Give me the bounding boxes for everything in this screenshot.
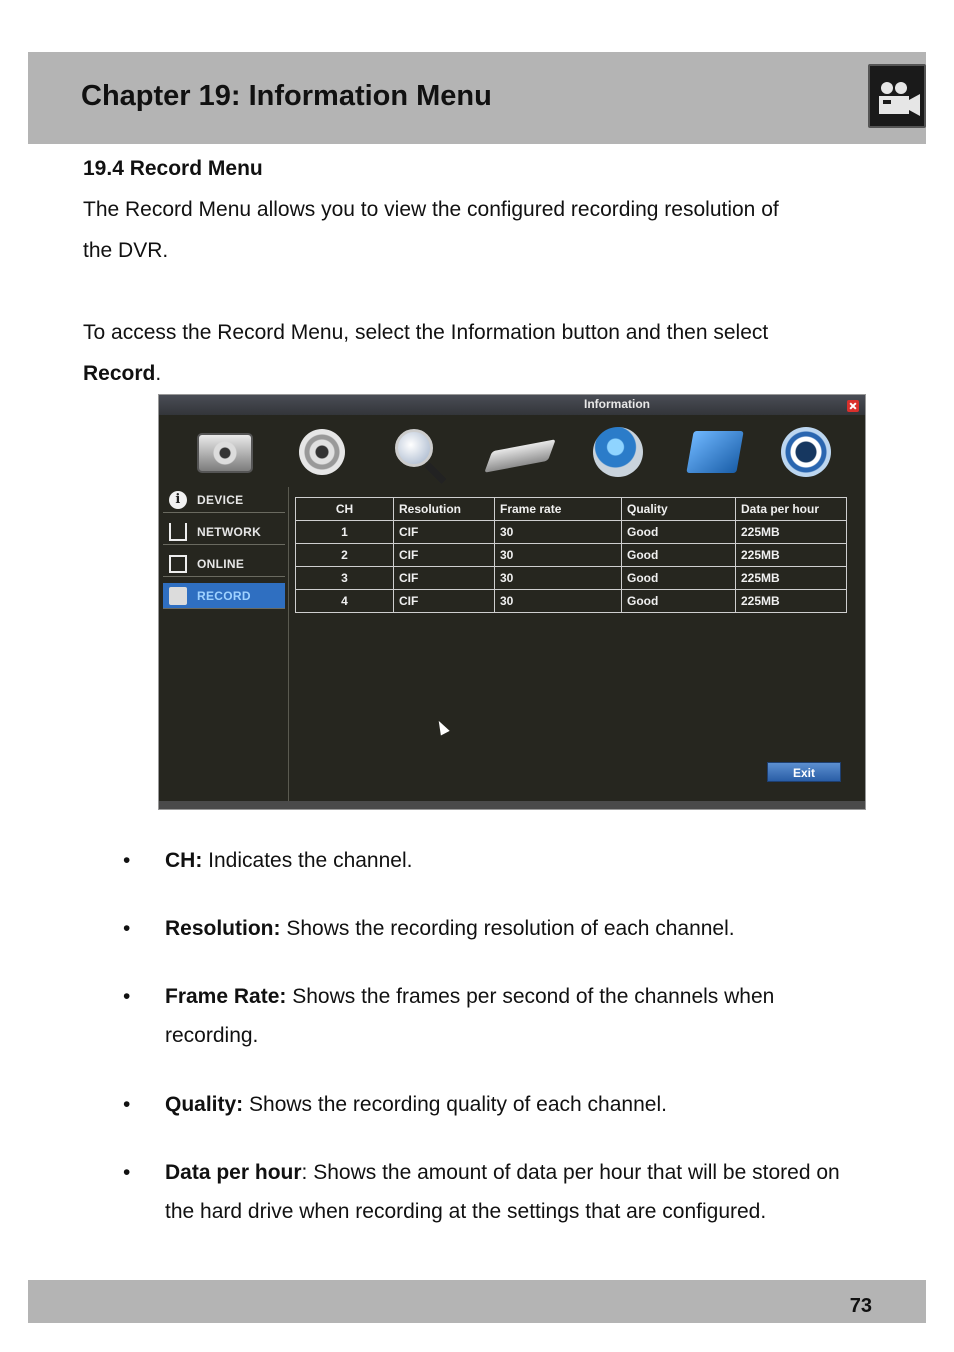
column-header-ch: CH	[296, 498, 394, 521]
table-row	[296, 567, 847, 590]
dvr-bottom-bar	[159, 801, 865, 810]
mouse-cursor-icon	[434, 718, 449, 735]
access-bold-record: Record	[83, 362, 156, 385]
bullet-term: Quality:	[165, 1093, 244, 1116]
column-header-quality: Quality	[622, 498, 736, 521]
page-number: 73	[849, 1295, 872, 1317]
sidebar-item-label: DEVICE	[197, 492, 244, 507]
bullet-term: Resolution:	[165, 917, 281, 940]
dvr-sidebar	[159, 487, 289, 810]
bullet-icon: •	[123, 849, 131, 872]
access-line-1: To access the Record Menu, select the Information button and then select	[83, 321, 769, 344]
cell-quality: Good	[622, 544, 736, 567]
bullet-desc: : Shows the amount of data per hour that will be stored on the hard drive when recording at the settings that are configured.	[165, 1161, 840, 1223]
column-header-data-per-hour: Data per hour	[736, 498, 847, 521]
exit-button[interactable]: Exit	[767, 762, 841, 782]
sidebar-item-record[interactable]	[163, 583, 285, 609]
cell-resolution: CIF	[394, 590, 495, 613]
sidebar-item-device[interactable]	[163, 487, 285, 513]
table-row	[296, 544, 847, 567]
cell-frame-rate: 30	[495, 521, 622, 544]
chapter-title: Chapter 19: Information Menu	[81, 80, 492, 112]
sidebar-item-online[interactable]	[163, 551, 285, 577]
bullet-desc: Shows the frames per second of the channels when recording.	[165, 985, 775, 1047]
cell-ch: 1	[296, 521, 394, 544]
cell-frame-rate: 30	[495, 544, 622, 567]
table-header-row	[296, 498, 847, 521]
cell-data-per-hour: 225MB	[736, 567, 847, 590]
cell-quality: Good	[622, 521, 736, 544]
cell-ch: 4	[296, 590, 394, 613]
record-icon	[169, 587, 187, 605]
table-row	[296, 590, 847, 613]
bullet-desc: Shows the recording resolution of each channel.	[280, 917, 735, 940]
bullet-term: Frame Rate:	[165, 985, 287, 1008]
network-icon	[169, 523, 187, 541]
cell-resolution: CIF	[394, 544, 495, 567]
access-tail: .	[155, 362, 162, 385]
gear-icon[interactable]	[291, 423, 351, 481]
dvr-window-title: Information	[584, 397, 650, 411]
dvr-titlebar	[159, 395, 865, 415]
cell-data-per-hour: 225MB	[736, 521, 847, 544]
sidebar-item-network[interactable]	[163, 519, 285, 545]
cell-resolution: CIF	[394, 521, 495, 544]
dvr-toolbar	[159, 415, 865, 485]
cell-frame-rate: 30	[495, 567, 622, 590]
cell-resolution: CIF	[394, 567, 495, 590]
column-header-resolution: Resolution	[394, 498, 495, 521]
page-footer	[28, 1280, 926, 1323]
bullet-desc: Indicates the channel.	[202, 849, 413, 872]
bullet-icon: •	[123, 1093, 131, 1116]
video-camera-icon	[868, 64, 926, 128]
bullet-icon: •	[123, 985, 131, 1008]
bullet-desc: Shows the recording quality of each channel.	[243, 1093, 667, 1116]
intro-line-2: the DVR.	[83, 239, 169, 262]
access-line-2	[83, 353, 883, 394]
dvr-information-screenshot	[158, 394, 866, 810]
cell-data-per-hour: 225MB	[736, 590, 847, 613]
tools-icon[interactable]	[684, 423, 744, 481]
close-icon[interactable]	[847, 400, 859, 412]
bullet-term: Data per hour	[165, 1161, 302, 1184]
bullet-icon: •	[123, 1161, 131, 1184]
access-paragraph	[83, 312, 883, 394]
sidebar-item-label: RECORD	[197, 588, 251, 603]
info-icon: i	[169, 491, 187, 509]
intro-paragraph	[83, 189, 883, 271]
column-header-frame-rate: Frame rate	[495, 498, 622, 521]
bullet-icon: •	[123, 917, 131, 940]
cell-ch: 2	[296, 544, 394, 567]
device-icon[interactable]	[195, 423, 255, 481]
hard-disk-icon[interactable]	[487, 423, 547, 481]
intro-line-1: The Record Menu allows you to view the configured recording resolution of	[83, 198, 779, 221]
cell-quality: Good	[622, 567, 736, 590]
sidebar-item-label: ONLINE	[197, 556, 245, 571]
globe-icon[interactable]	[589, 423, 649, 481]
magnifier-icon[interactable]	[389, 423, 449, 481]
power-icon[interactable]	[777, 423, 837, 481]
section-heading: 19.4 Record Menu	[83, 157, 263, 180]
cell-quality: Good	[622, 590, 736, 613]
cell-frame-rate: 30	[495, 590, 622, 613]
chapter-header	[28, 52, 926, 144]
table-row	[296, 521, 847, 544]
record-table	[295, 497, 847, 613]
monitor-icon	[169, 555, 187, 573]
cell-ch: 3	[296, 567, 394, 590]
cell-data-per-hour: 225MB	[736, 544, 847, 567]
sidebar-item-label: NETWORK	[197, 524, 262, 539]
bullet-term: CH:	[165, 849, 203, 872]
